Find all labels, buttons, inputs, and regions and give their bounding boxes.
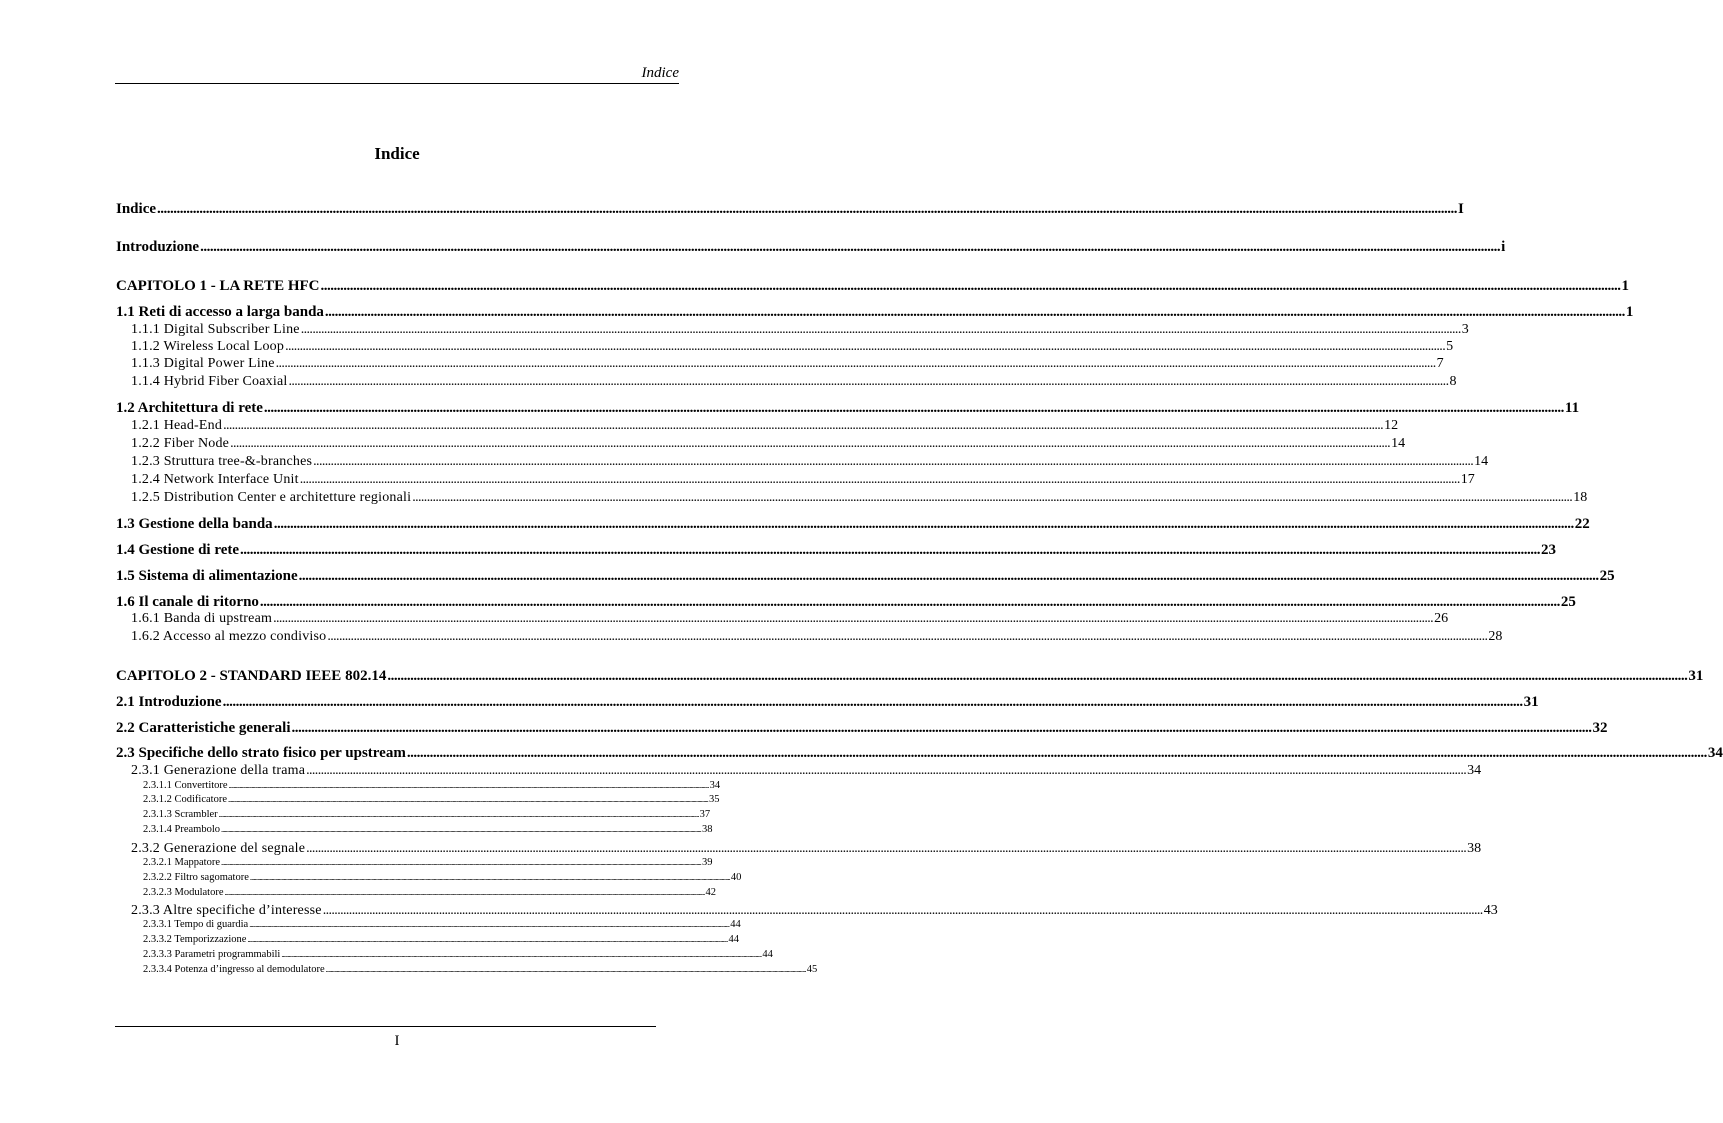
toc-entry-title: 1.6.1 Banda di upstream — [131, 611, 273, 626]
toc-entry-title: 2.3.1.4 Preambolo — [143, 824, 220, 835]
toc-entry-page: 25 — [1599, 568, 1615, 584]
toc-entry-page: 44 — [730, 919, 741, 930]
toc-entry[interactable] — [131, 628, 1503, 645]
toc-dot-leader: ................................................................................................................................................................................................................................................................................................................................................................................................................ — [230, 436, 1391, 451]
toc-entry-title: 1.1 Reti di accesso a larga banda — [116, 304, 324, 320]
toc-entry[interactable] — [116, 303, 1634, 321]
toc-entry-title: CAPITOLO 1 - LA RETE HFC — [116, 278, 320, 294]
toc-dot-leader: ................................................................................................................................................................................................................................................................................................................................................................................................................ — [285, 339, 1446, 354]
toc-entry[interactable] — [131, 417, 1399, 434]
toc-entry-title: 2.3.3.1 Tempo di guardia — [143, 919, 249, 930]
toc-entry-page: 7 — [1436, 356, 1444, 371]
toc-entry-title: 2.3.1 Generazione della trama — [131, 763, 306, 778]
toc-entry[interactable] — [131, 373, 1457, 390]
toc-dot-leader: ................................................................................................................................................................................................................................................................................................................................................................................................................ — [300, 322, 1461, 337]
toc-entry-title: 1.3 Gestione della banda — [116, 516, 273, 532]
toc-entry-page: 18 — [1573, 490, 1588, 505]
toc-entry-title: 1.1.4 Hybrid Fiber Coaxial — [131, 374, 288, 389]
toc-dot-leader: ................................................................................................................................................................................................................................................................................................................................................................................................................ — [322, 903, 1483, 918]
toc-entry-title: 2.3 Specifiche dello strato fisico per upstream — [116, 745, 406, 761]
toc-entry-title: 2.3.1.2 Codificatore — [143, 794, 227, 805]
toc-dot-leader: ................................................................................................................................................................................................................................................................................................................................................................................................................ — [263, 400, 1564, 416]
toc-dot-leader: ................................................................................................................................................................................................................................................................................................................................................................................................................ — [228, 781, 709, 790]
toc-entry-page: 17 — [1460, 472, 1475, 487]
toc-dot-leader: ................................................................................................................................................................................................................................................................................................................................................................................................................ — [273, 611, 1434, 626]
toc-entry-page: 22 — [1574, 516, 1590, 532]
toc-entry[interactable] — [131, 355, 1444, 372]
toc-entry[interactable] — [143, 871, 742, 884]
toc-entry-title: 2.3.1.3 Scrambler — [143, 809, 218, 820]
toc-entry-title: 2.1 Introduzione — [116, 694, 222, 710]
running-header: Indice — [641, 65, 679, 81]
toc-entry-title: 2.2 Caratteristiche generali — [116, 720, 291, 736]
toc-dot-leader: ................................................................................................................................................................................................................................................................................................................................................................................................................ — [412, 490, 1573, 505]
toc-entry-title: 2.3.2 Generazione del segnale — [131, 841, 306, 856]
toc-entry[interactable] — [131, 489, 1588, 506]
toc-entry[interactable] — [116, 667, 1704, 685]
toc-dot-leader: ................................................................................................................................................................................................................................................................................................................................................................................................................ — [320, 278, 1621, 294]
toc-entry-page: 26 — [1434, 611, 1449, 626]
page-number: I — [394, 1033, 400, 1049]
toc-entry-title: 1.2.1 Head-End — [131, 418, 223, 433]
toc-entry[interactable] — [131, 453, 1489, 470]
toc-entry-page: 45 — [806, 964, 818, 975]
toc-entry[interactable] — [143, 793, 720, 806]
toc-dot-leader: ................................................................................................................................................................................................................................................................................................................................................................................................................ — [281, 950, 762, 959]
toc-dot-leader: ................................................................................................................................................................................................................................................................................................................................................................................................................ — [291, 720, 1592, 736]
toc-dot-leader: ................................................................................................................................................................................................................................................................................................................................................................................................................ — [220, 858, 701, 867]
toc-entry-title: 1.2 Architettura di rete — [116, 400, 263, 416]
toc-dot-leader: ................................................................................................................................................................................................................................................................................................................................................................................................................ — [240, 542, 1541, 558]
toc-entry-title: 1.6 Il canale di ritorno — [116, 594, 259, 610]
toc-entry-page: 44 — [762, 949, 773, 960]
toc-entry-page: 32 — [1592, 720, 1608, 736]
toc-entry-page: 14 — [1391, 436, 1406, 451]
toc-dot-leader: ................................................................................................................................................................................................................................................................................................................................................................................................................ — [224, 888, 705, 897]
toc-entry-page: 28 — [1488, 629, 1503, 644]
toc-entry[interactable] — [131, 840, 1482, 857]
toc-entry-page: 3 — [1461, 322, 1469, 337]
toc-entry-title: 1.2.5 Distribution Center e architetture regionali — [131, 490, 412, 505]
toc-dot-leader: ................................................................................................................................................................................................................................................................................................................................................................................................................ — [157, 201, 1458, 217]
toc-entry-title: 1.6.2 Accesso al mezzo condiviso — [131, 629, 327, 644]
toc-dot-leader: ................................................................................................................................................................................................................................................................................................................................................................................................................ — [299, 472, 1460, 487]
toc-entry-title: 2.3.3.2 Temporizzazione — [143, 934, 247, 945]
toc-entry[interactable] — [131, 338, 1454, 355]
toc-entry[interactable] — [131, 610, 1449, 627]
toc-dot-leader: ................................................................................................................................................................................................................................................................................................................................................................................................................ — [313, 454, 1474, 469]
toc-entry-title: 1.5 Sistema di alimentazione — [116, 568, 298, 584]
toc-dot-leader: ................................................................................................................................................................................................................................................................................................................................................................................................................ — [222, 694, 1523, 710]
toc-entry-title: CAPITOLO 2 - STANDARD IEEE 802.14 — [116, 668, 387, 684]
toc-entry-page: 5 — [1446, 339, 1454, 354]
toc-entry-title: 2.3.3 Altre specifiche d’interesse — [131, 903, 322, 918]
toc-entry[interactable] — [143, 823, 713, 836]
toc-entry[interactable] — [143, 933, 739, 946]
toc-entry-title: 2.3.1.1 Convertitore — [143, 780, 228, 791]
toc-entry[interactable] — [116, 719, 1608, 737]
toc-entry-page: 38 — [1467, 841, 1482, 856]
toc-dot-leader: ................................................................................................................................................................................................................................................................................................................................................................................................................ — [275, 356, 1436, 371]
toc-entry-page: I — [1458, 201, 1464, 217]
toc-entry-page: 37 — [699, 809, 711, 820]
toc-entry-page: 12 — [1384, 418, 1399, 433]
toc-entry-page: 38 — [702, 824, 713, 835]
toc-dot-leader: ................................................................................................................................................................................................................................................................................................................................................................................................................ — [324, 304, 1625, 320]
toc-dot-leader: ................................................................................................................................................................................................................................................................................................................................................................................................................ — [223, 418, 1384, 433]
toc-entry-title: 1.4 Gestione di rete — [116, 542, 240, 558]
toc-entry-page: 34 — [709, 780, 721, 791]
toc-entry[interactable] — [116, 277, 1630, 295]
toc-dot-leader: ................................................................................................................................................................................................................................................................................................................................................................................................................ — [247, 935, 728, 944]
toc-dot-leader: ................................................................................................................................................................................................................................................................................................................................................................................................................ — [306, 841, 1467, 856]
toc-entry[interactable] — [116, 593, 1576, 611]
toc-entry-page: 35 — [709, 794, 720, 805]
toc-entry[interactable] — [116, 515, 1590, 533]
toc-entry-page: 40 — [730, 872, 742, 883]
toc-entry-title: 1.1.2 Wireless Local Loop — [131, 339, 285, 354]
toc-entry-page: 25 — [1560, 594, 1576, 610]
toc-entry[interactable] — [116, 567, 1615, 585]
toc-dot-leader: ................................................................................................................................................................................................................................................................................................................................................................................................................ — [327, 629, 1488, 644]
footer-rule — [115, 1026, 656, 1027]
toc-dot-leader: ................................................................................................................................................................................................................................................................................................................................................................................................................ — [406, 745, 1707, 761]
toc-entry[interactable] — [116, 541, 1557, 559]
toc-entry-page: 34 — [1467, 763, 1482, 778]
toc-entry[interactable] — [116, 238, 1506, 256]
toc-entry-title: 1.2.4 Network Interface Unit — [131, 472, 299, 487]
toc-dot-leader: ................................................................................................................................................................................................................................................................................................................................................................................................................ — [306, 763, 1467, 778]
toc-entry-title: 2.3.2.2 Filtro sagomatore — [143, 872, 249, 883]
toc-entry-page: 14 — [1474, 454, 1489, 469]
toc-entry-page: 11 — [1564, 400, 1580, 416]
toc-entry[interactable] — [131, 471, 1475, 488]
toc-entry-page: i — [1501, 239, 1506, 255]
toc-entry[interactable] — [143, 963, 818, 976]
toc-entry[interactable] — [131, 435, 1406, 452]
toc-dot-leader: ................................................................................................................................................................................................................................................................................................................................................................................................................ — [325, 965, 806, 974]
toc-entry-title: 1.2.3 Struttura tree-&-branches — [131, 454, 313, 469]
toc-entry[interactable] — [143, 886, 717, 899]
toc-entry[interactable] — [131, 321, 1469, 338]
toc-entry-page: 23 — [1541, 542, 1557, 558]
page-title: Indice — [374, 144, 420, 163]
toc-entry-title: Indice — [116, 201, 157, 217]
toc-entry-page: 1 — [1621, 278, 1630, 294]
toc-entry-title: 1.1.1 Digital Subscriber Line — [131, 322, 300, 337]
toc-entry-title: 1.1.3 Digital Power Line — [131, 356, 275, 371]
toc-dot-leader: ................................................................................................................................................................................................................................................................................................................................................................................................................ — [298, 568, 1599, 584]
toc-dot-leader: ................................................................................................................................................................................................................................................................................................................................................................................................................ — [249, 920, 730, 929]
toc-entry-page: 1 — [1625, 304, 1634, 320]
toc-entry-title: 2.3.2.1 Mappatore — [143, 857, 220, 868]
toc-entry[interactable] — [116, 399, 1580, 417]
toc-entry-page: 31 — [1523, 694, 1539, 710]
toc-entry-title: 2.3.3.3 Parametri programmabili — [143, 949, 281, 960]
toc-entry[interactable] — [116, 744, 1723, 762]
toc-dot-leader: ................................................................................................................................................................................................................................................................................................................................................................................................................ — [200, 239, 1501, 255]
toc-entry-page: 34 — [1707, 745, 1723, 761]
toc-entry[interactable] — [143, 779, 721, 792]
toc-entry-title: Introduzione — [116, 239, 200, 255]
toc-dot-leader: ................................................................................................................................................................................................................................................................................................................................................................................................................ — [288, 374, 1449, 389]
toc-dot-leader: ................................................................................................................................................................................................................................................................................................................................................................................................................ — [218, 810, 699, 819]
toc-entry-page: 31 — [1688, 668, 1704, 684]
toc-entry-page: 42 — [705, 887, 717, 898]
toc-entry-page: 44 — [728, 934, 739, 945]
toc-entry-title: 2.3.2.3 Modulatore — [143, 887, 224, 898]
toc-entry[interactable] — [131, 902, 1498, 919]
toc-entry[interactable] — [116, 200, 1464, 218]
toc-dot-leader: ................................................................................................................................................................................................................................................................................................................................................................................................................ — [273, 516, 1574, 532]
toc-entry[interactable] — [143, 918, 741, 931]
toc-dot-leader: ................................................................................................................................................................................................................................................................................................................................................................................................................ — [221, 825, 702, 834]
toc-entry-title: 1.2.2 Fiber Node — [131, 436, 230, 451]
toc-entry[interactable] — [131, 762, 1482, 779]
toc-entry[interactable] — [143, 948, 773, 961]
toc-entry[interactable] — [116, 693, 1539, 711]
toc-entry-page: 39 — [702, 857, 713, 868]
toc-entry-page: 8 — [1449, 374, 1457, 389]
toc-dot-leader: ................................................................................................................................................................................................................................................................................................................................................................................................................ — [387, 668, 1688, 684]
toc-entry-page: 43 — [1483, 903, 1498, 918]
toc-dot-leader: ................................................................................................................................................................................................................................................................................................................................................................................................................ — [259, 594, 1560, 610]
toc-entry-title: 2.3.3.4 Potenza d’ingresso al demodulatore — [143, 964, 325, 975]
toc-dot-leader: ................................................................................................................................................................................................................................................................................................................................................................................................................ — [249, 873, 730, 882]
toc-entry[interactable] — [143, 856, 713, 869]
toc-entry[interactable] — [143, 808, 711, 821]
toc-dot-leader: ................................................................................................................................................................................................................................................................................................................................................................................................................ — [227, 795, 708, 804]
